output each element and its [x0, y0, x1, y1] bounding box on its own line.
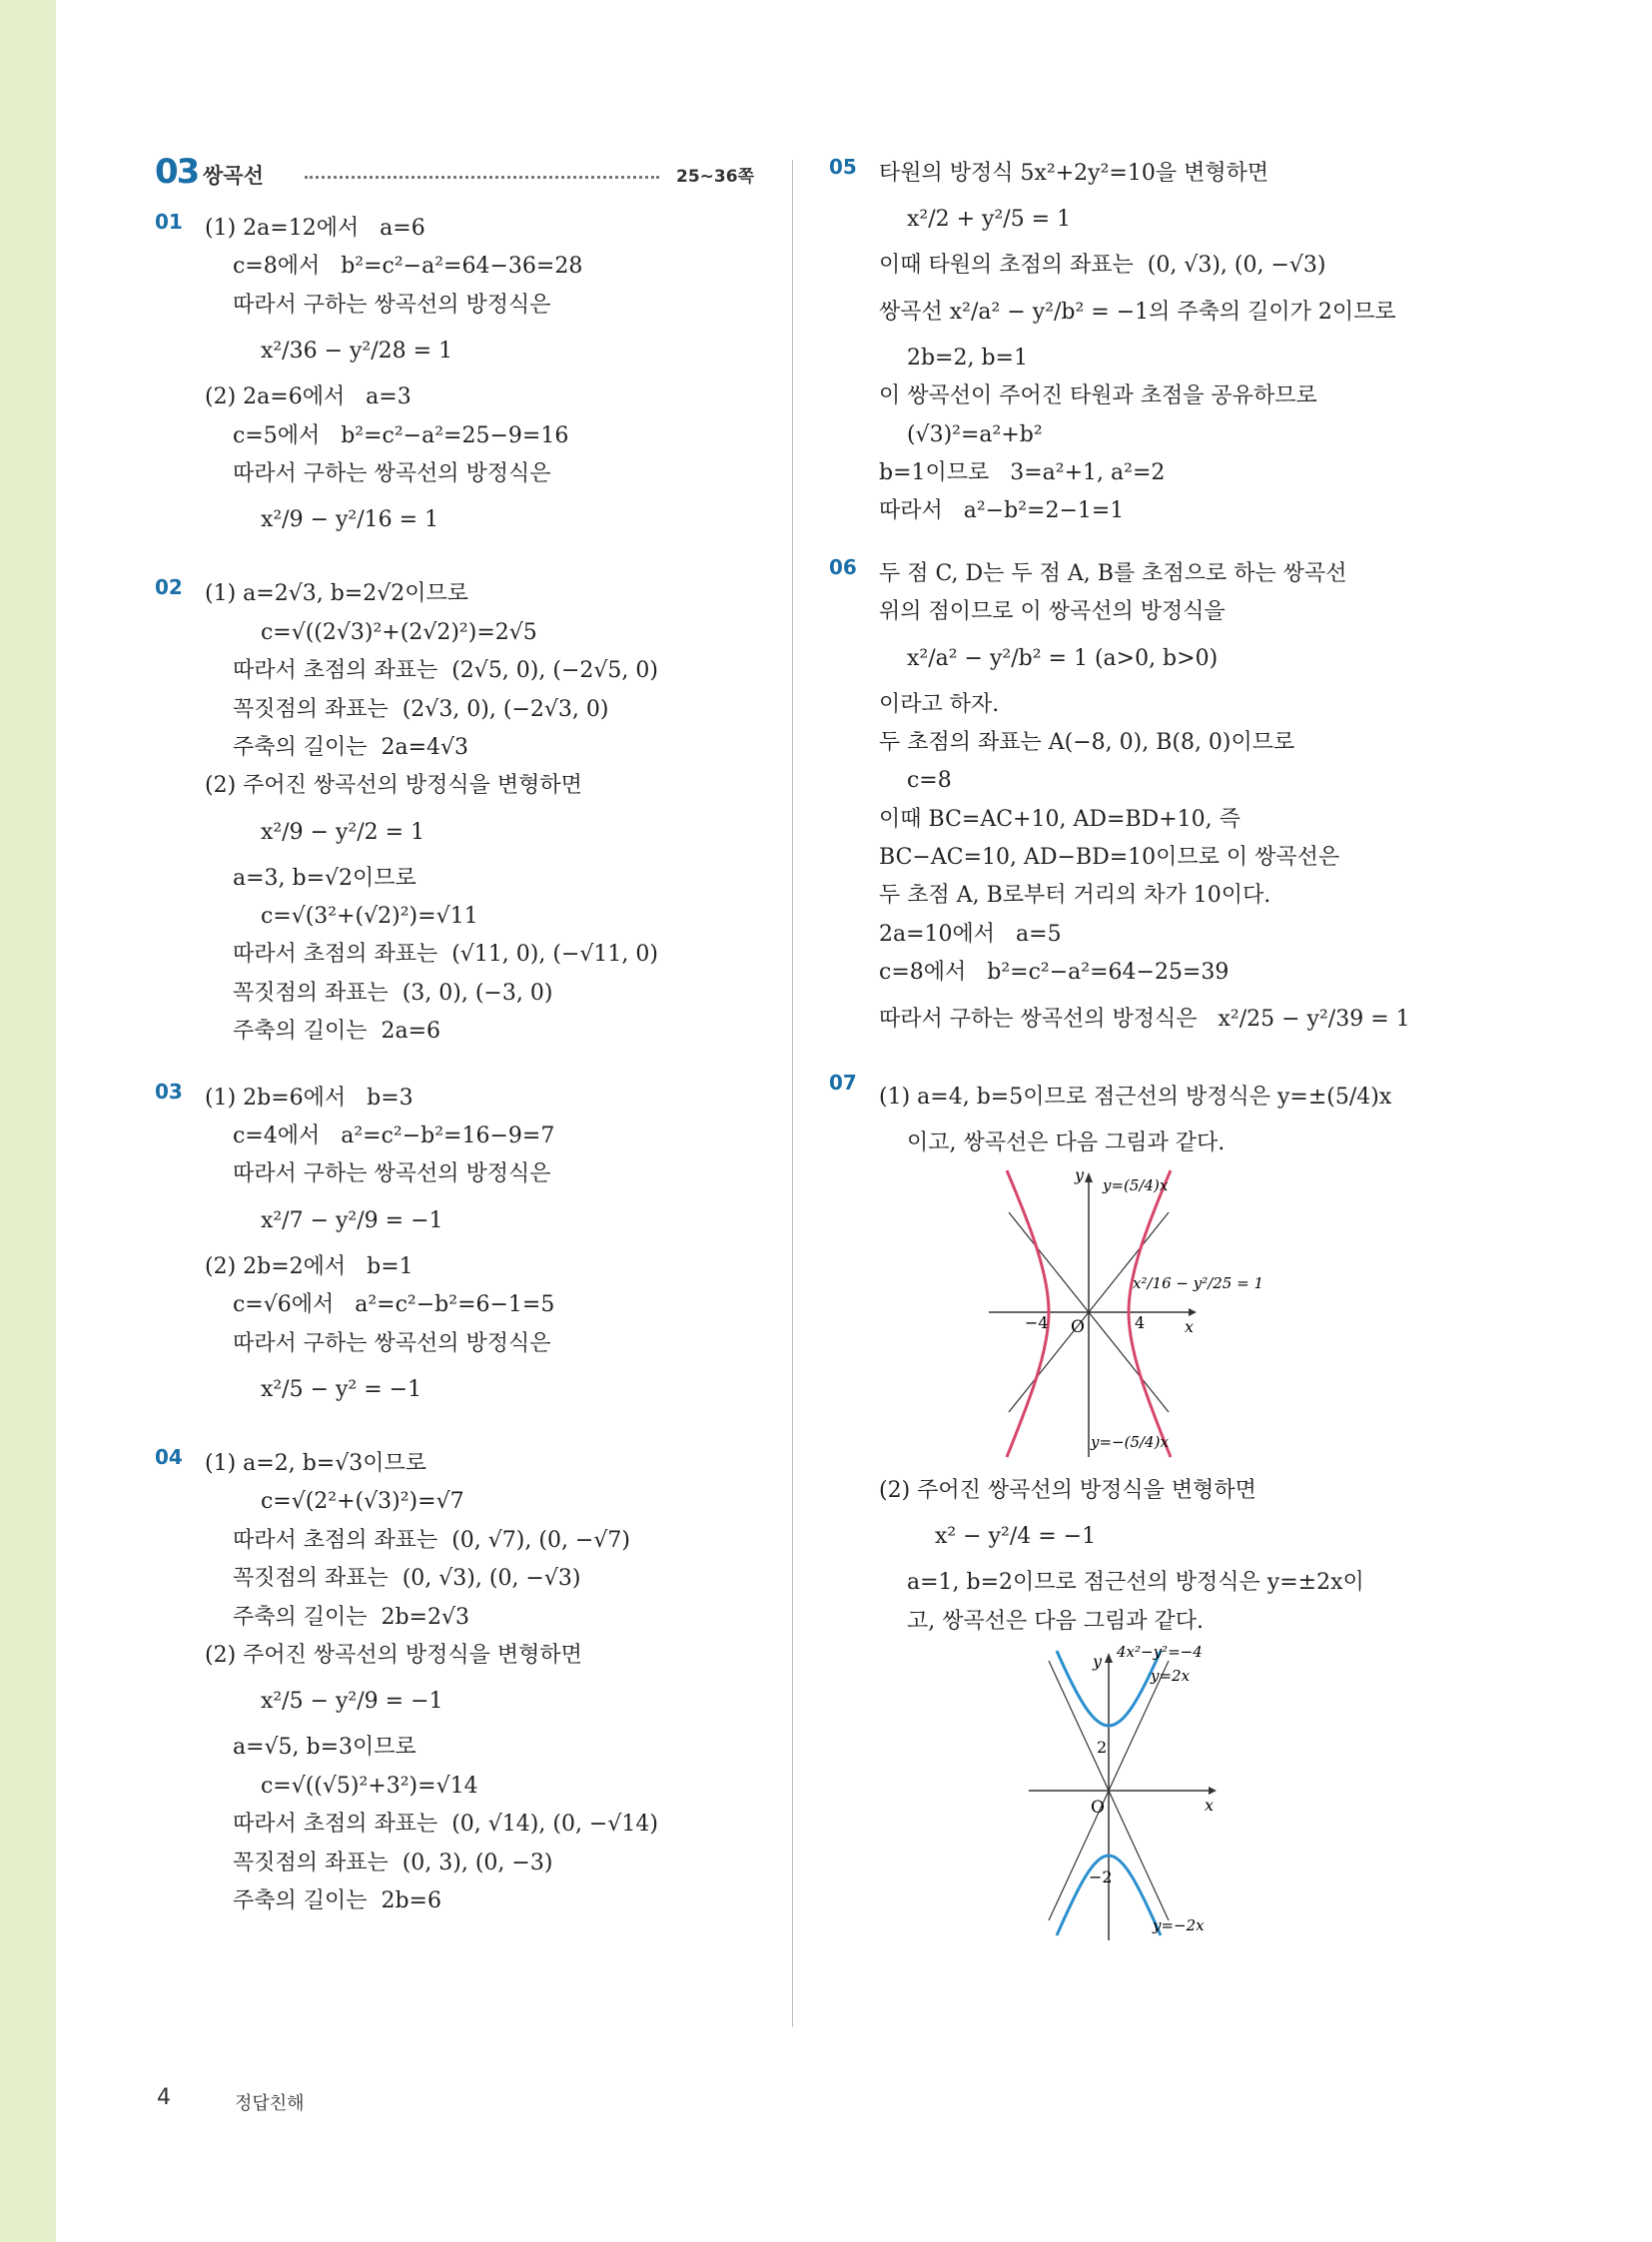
asymptote-negative-label: y=−2x: [1153, 1916, 1205, 1935]
solution-line: 주축의 길이는 2a=4√3: [205, 734, 469, 760]
solution-line: 이라고 하자.: [879, 691, 1000, 717]
hyperbola-graph-1: [879, 1162, 1438, 1462]
solution-line: 주축의 길이는 2a=6: [205, 1019, 441, 1045]
solution-line: 두 초점의 좌표는 A(−8, 0), B(8, 0)이므로: [879, 729, 1295, 755]
problem-number: 02: [155, 575, 183, 600]
solution-line: (2) 주어진 쌍곡선의 방정식을 변형하면: [879, 1478, 1256, 1504]
origin-label: O: [1091, 1798, 1105, 1819]
solution-line: (2) 2b=2에서 b=1: [205, 1253, 413, 1279]
solution-line: 2a=10에서 a=5: [879, 921, 1062, 947]
solution-line: b=1이므로 3=a²+1, a²=2: [879, 459, 1166, 485]
solution-line: 이때 타원의 초점의 좌표는 (0, √3), (0, −√3): [879, 253, 1326, 279]
problem-number: 05: [829, 155, 857, 179]
asymptote-positive-label: y=(5/4)x: [1103, 1176, 1169, 1195]
problem-number: 07: [829, 1070, 857, 1095]
solution-line: 이때 BC=AC+10, AD=BD+10, 즉: [879, 806, 1240, 832]
solution-line: 고, 쌍곡선은 다음 그림과 같다.: [879, 1608, 1204, 1634]
solution-line: 따라서 초점의 좌표는 (2√5, 0), (−2√5, 0): [205, 658, 658, 684]
equation-line: x²/a² − y²/b² = 1 (a>0, b>0): [879, 645, 1219, 671]
solution-line: 두 초점 A, B로부터 거리의 차가 10이다.: [879, 883, 1271, 909]
solution-line: 이고, 쌍곡선은 다음 그림과 같다.: [879, 1129, 1226, 1155]
solution-line: 따라서 구하는 쌍곡선의 방정식은: [205, 460, 551, 486]
curve-equation-label: x²/16 − y²/25 = 1: [1133, 1274, 1263, 1293]
solution-line: (√3)²=a²+b²: [879, 421, 1043, 447]
leader-dots: [305, 176, 659, 179]
side-color-band: [0, 0, 56, 2242]
problem-02: [155, 575, 754, 1051]
solution-line: 쌍곡선 x²/a² − y²/b² = −1의 주축의 길이가 2이므로: [879, 299, 1396, 325]
solution-line: a=3, b=√2이므로: [205, 865, 416, 891]
solution-line: 따라서 초점의 좌표는 (√11, 0), (−√11, 0): [205, 942, 658, 968]
left-column: [155, 210, 754, 1920]
hyperbola-graph-2: [879, 1641, 1438, 1945]
x-axis-arrow-icon: [1189, 1308, 1197, 1316]
solution-line: 꼭짓점의 좌표는 (0, √3), (0, −√3): [205, 1566, 581, 1592]
solution-line: c=√(3²+(√2)²)=√11: [205, 904, 478, 930]
equation-line: x²/7 − y²/9 = −1: [205, 1207, 443, 1233]
solution-line: 따라서 a²−b²=2−1=1: [879, 498, 1125, 524]
solution-line: c=√(2²+(√3)²)=√7: [205, 1489, 464, 1515]
section-title: 쌍곡선: [203, 164, 264, 188]
solution-line: 꼭짓점의 좌표는 (2√3, 0), (−2√3, 0): [205, 696, 609, 722]
column-divider: [792, 160, 793, 2027]
solution-line: c=8에서 b²=c²−a²=64−25=39: [879, 960, 1230, 986]
solution-line: 꼭짓점의 좌표는 (3, 0), (−3, 0): [205, 980, 553, 1006]
solution-line: 이 쌍곡선이 주어진 타원과 초점을 공유하므로: [879, 383, 1317, 409]
solution-line: 따라서 구하는 쌍곡선의 방정식은 x²/25 − y²/39 = 1: [879, 1006, 1410, 1032]
solution-line: 2b=2, b=1: [879, 345, 1028, 371]
problem-05: [829, 155, 1468, 531]
equation-line: x²/36 − y²/28 = 1: [205, 339, 453, 365]
solution-line: BC−AC=10, AD−BD=10이므로 이 쌍곡선은: [879, 845, 1340, 871]
solution-line: 타원의 방정식 5x²+2y²=10을 변형하면: [879, 161, 1269, 186]
solution-line: c=5에서 b²=c²−a²=25−9=16: [205, 422, 569, 448]
problem-number: 01: [155, 210, 183, 234]
asymptote-negative-label: y=−(5/4)x: [1091, 1433, 1169, 1452]
problem-number: 04: [155, 1444, 183, 1469]
problem-07: [829, 1071, 1468, 1946]
x-axis-arrow-icon: [1209, 1787, 1217, 1795]
page-number: 4: [157, 2085, 171, 2110]
solution-line: (2) 주어진 쌍곡선의 방정식을 변형하면: [205, 773, 582, 799]
problem-01: [155, 210, 754, 547]
solution-line: c=4에서 a²=c²−b²=16−9=7: [205, 1123, 555, 1149]
book-title: 정답친해: [235, 2093, 305, 2114]
solution-line: c=√((√5)²+3²)=√14: [205, 1773, 478, 1799]
solution-line: 따라서 초점의 좌표는 (0, √14), (0, −√14): [205, 1812, 658, 1838]
x-axis-label: x: [1205, 1796, 1215, 1816]
solution-line: a=1, b=2이므로 점근선의 방정식은 y=±2x이: [879, 1570, 1364, 1596]
x-axis-label: x: [1185, 1317, 1195, 1337]
solution-line: a=√5, b=3이므로: [205, 1735, 416, 1761]
equation-line: x² − y²/4 = −1: [879, 1524, 1097, 1550]
page-range: 25~36쪽: [676, 167, 754, 187]
problem-04: [155, 1445, 754, 1920]
problem-06: [829, 555, 1468, 1047]
solution-line: (1) 2b=6에서 b=3: [205, 1085, 413, 1111]
equation-line: x²/5 − y² = −1: [205, 1376, 422, 1402]
solution-line: 주축의 길이는 2b=6: [205, 1887, 441, 1913]
equation-line: x²/9 − y²/16 = 1: [205, 507, 439, 533]
right-column: [829, 155, 1468, 1945]
curve-equation-label: 4x²−y²=−4: [1117, 1643, 1203, 1662]
tick-label-4: 4: [1135, 1313, 1146, 1333]
solution-line: (2) 주어진 쌍곡선의 방정식을 변형하면: [205, 1642, 582, 1668]
section-header: [155, 152, 754, 196]
origin-label: O: [1071, 1317, 1085, 1338]
solution-line: 주축의 길이는 2b=2√3: [205, 1604, 469, 1630]
problem-03: [155, 1080, 754, 1417]
solution-line: c=8에서 b²=c²−a²=64−36=28: [205, 254, 583, 280]
y-axis-label: y: [1075, 1165, 1085, 1185]
y-axis-label: y: [1093, 1652, 1103, 1672]
y-axis-arrow-icon: [1105, 1653, 1113, 1663]
tick-label-2: 2: [1097, 1738, 1108, 1758]
solution-line: (1) a=2, b=√3이므로: [205, 1450, 426, 1476]
equation-line: x²/9 − y²/2 = 1: [205, 819, 425, 845]
solution-line: 꼭짓점의 좌표는 (0, 3), (0, −3): [205, 1850, 553, 1875]
asymptote-positive-label: y=2x: [1151, 1667, 1191, 1686]
solution-line: (1) a=4, b=5이므로 점근선의 방정식은 y=±(5/4)x: [879, 1084, 1392, 1110]
solution-line: (2) 2a=6에서 a=3: [205, 384, 412, 410]
solution-line: 위의 점이므로 이 쌍곡선의 방정식을: [879, 599, 1226, 625]
problem-number: 03: [155, 1079, 183, 1104]
solution-line: 두 점 C, D는 두 점 A, B를 초점으로 하는 쌍곡선: [879, 560, 1347, 586]
solution-line: (1) a=2√3, b=2√2이므로: [205, 581, 468, 607]
solution-line: 따라서 초점의 좌표는 (0, √7), (0, −√7): [205, 1527, 630, 1553]
solution-line: 따라서 구하는 쌍곡선의 방정식은: [205, 292, 551, 318]
tick-label-neg4: −4: [1025, 1313, 1049, 1333]
solution-line: 따라서 구하는 쌍곡선의 방정식은: [205, 1330, 551, 1356]
equation-line: x²/5 − y²/9 = −1: [205, 1689, 443, 1715]
solution-line: c=√6에서 a²=c²−b²=6−1=5: [205, 1292, 555, 1318]
solution-line: (1) 2a=12에서 a=6: [205, 216, 425, 241]
equation-line: x²/2 + y²/5 = 1: [879, 207, 1072, 233]
y-axis-arrow-icon: [1085, 1172, 1093, 1182]
solution-line: 따라서 구하는 쌍곡선의 방정식은: [205, 1161, 551, 1187]
section-number: 03: [155, 152, 199, 192]
tick-label-neg2: −2: [1089, 1868, 1113, 1887]
solution-line: c=√((2√3)²+(2√2)²)=2√5: [205, 619, 537, 645]
problem-number: 06: [829, 554, 857, 579]
solution-line: c=8: [879, 768, 952, 794]
